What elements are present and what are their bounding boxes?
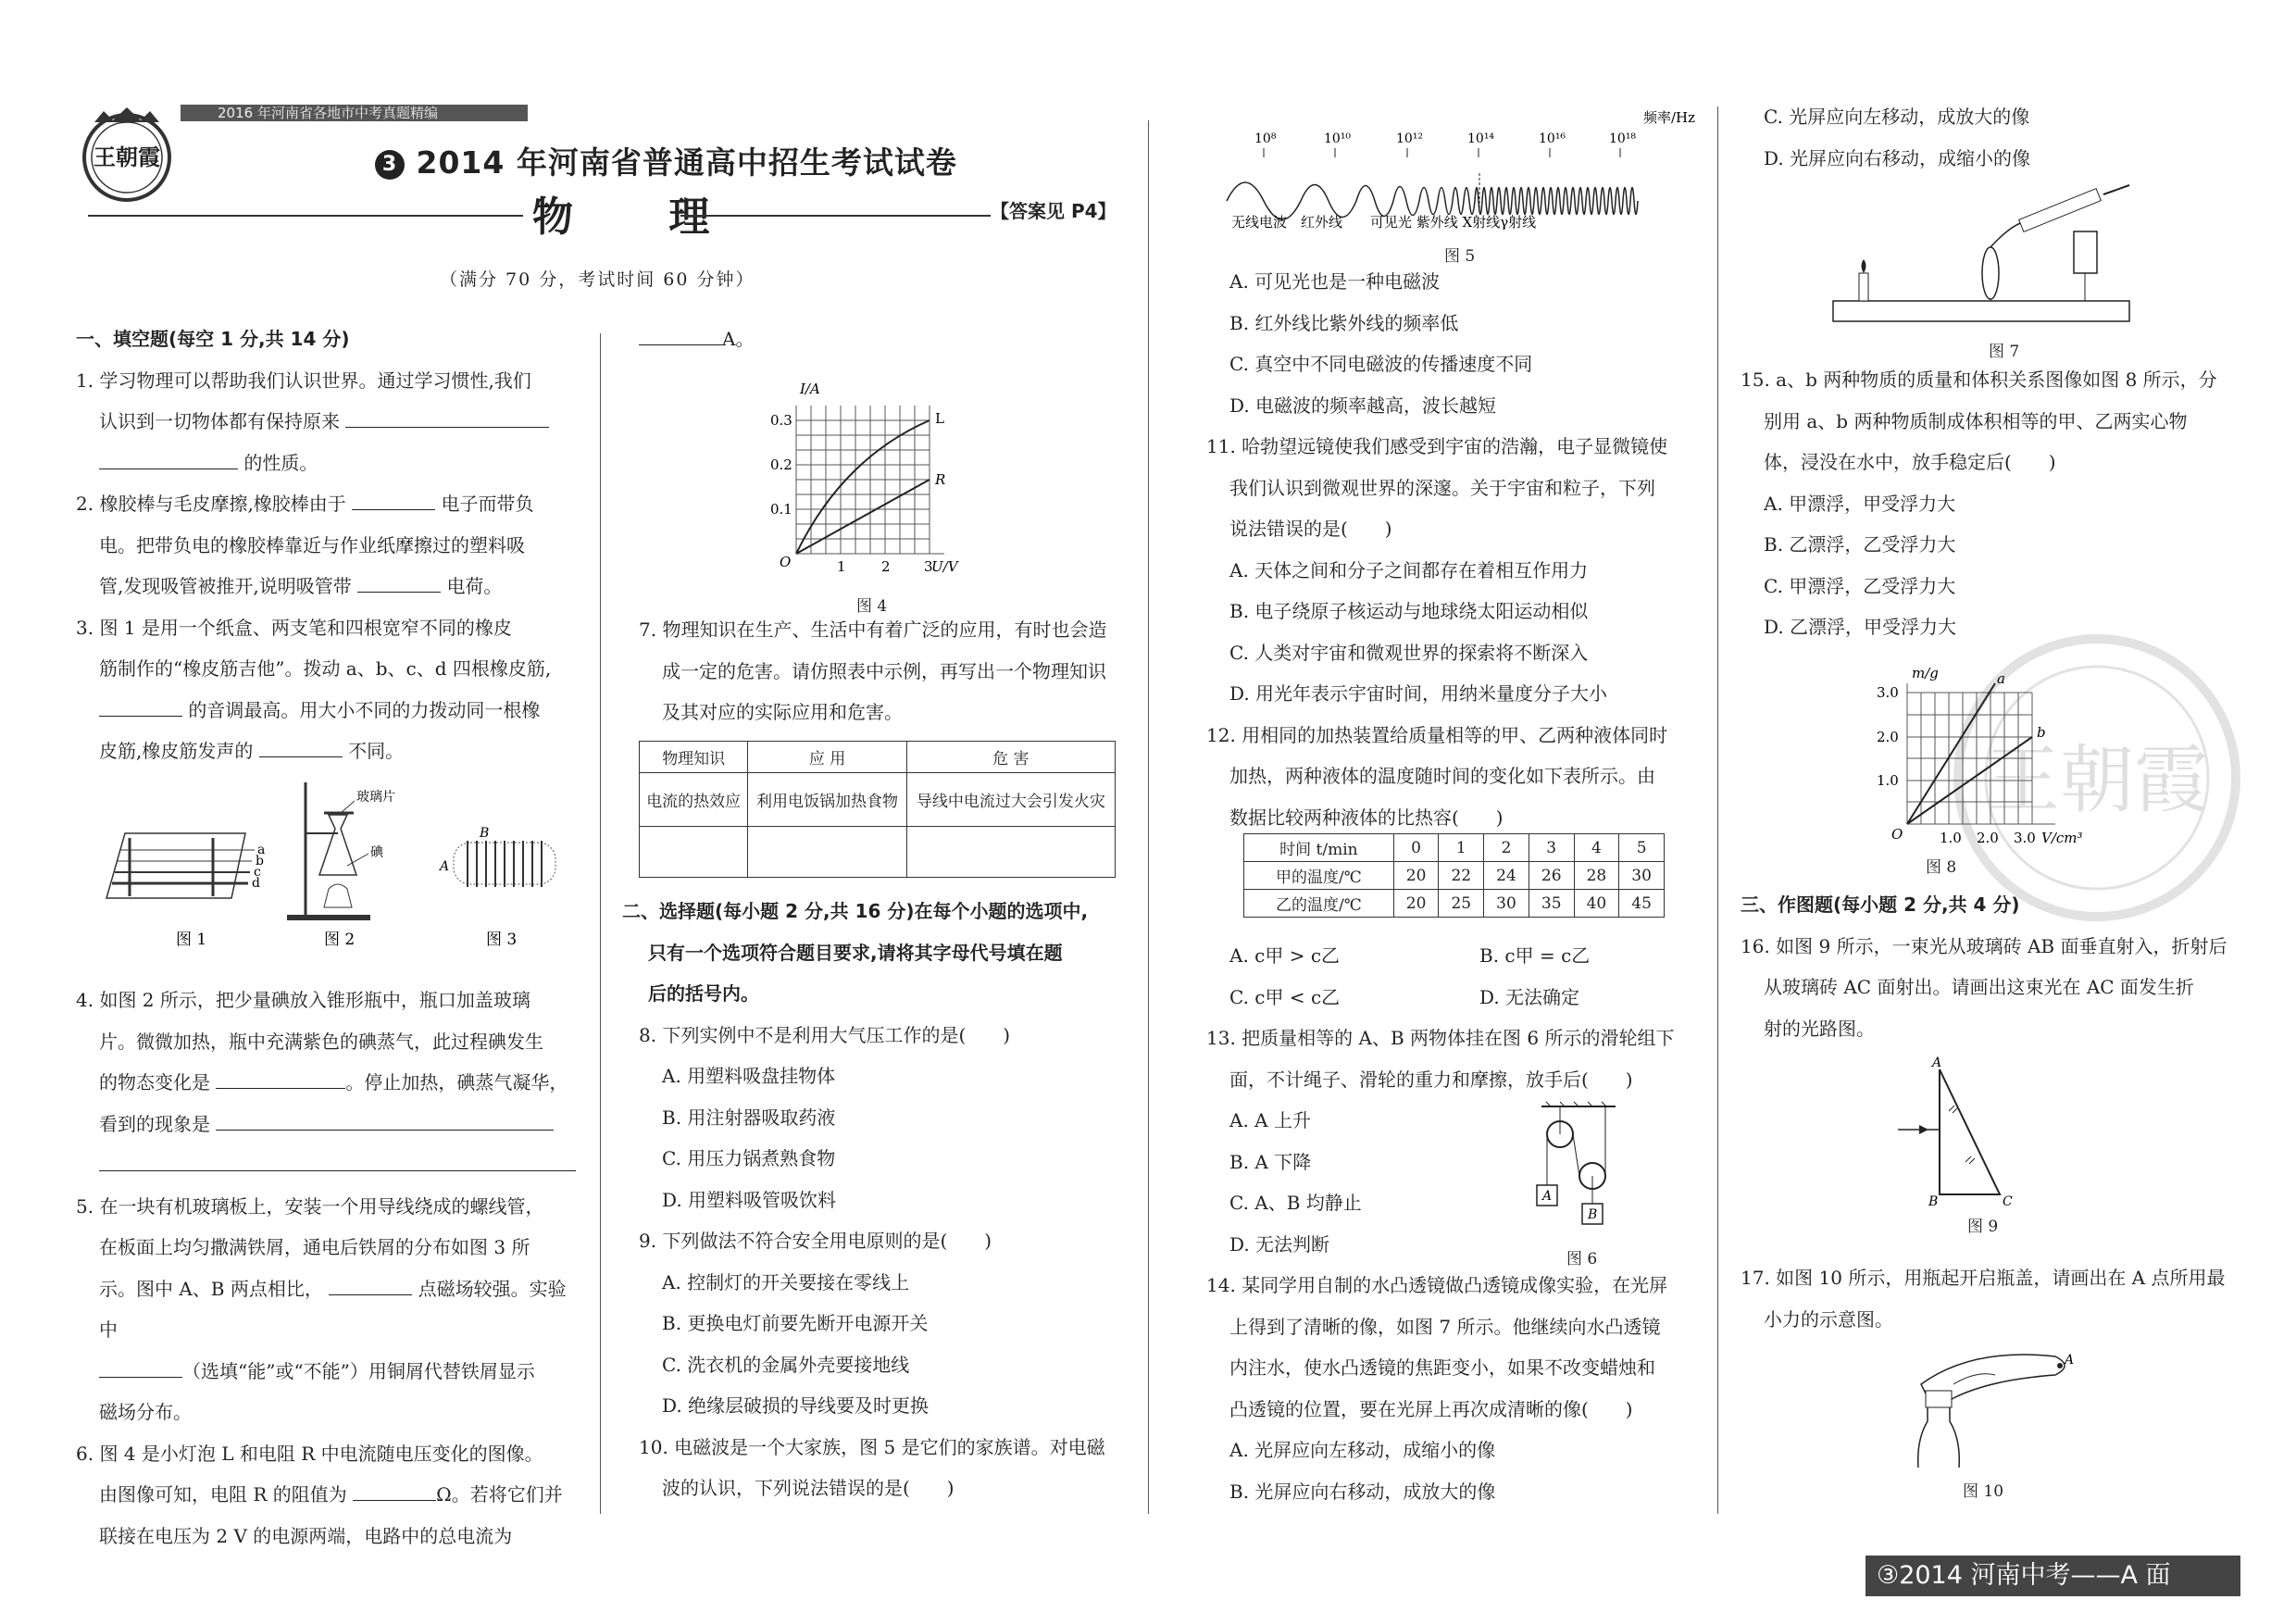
option-8d[interactable]: D. 用塑料吸管吸饮料: [662, 1188, 837, 1211]
option-9a[interactable]: A. 控制灯的开关要接在零线上: [662, 1270, 910, 1293]
fig3-caption: 图 3: [486, 931, 518, 949]
table-q12-cell: 24: [1484, 862, 1529, 890]
fig4-label-R: R: [935, 471, 946, 488]
question-1: 1. 学习物理可以帮助我们认识世界。通过学习惯性,我们 认识到一切物体都有保持原来 的性质。: [76, 360, 580, 484]
option-13c[interactable]: C. A、B 均静止: [1229, 1192, 1362, 1214]
table-q7-header: 物理知识: [640, 742, 748, 773]
fig1-label-b: b: [256, 854, 264, 868]
column-2-q7: [639, 609, 1129, 733]
fig8-xtick: 2.0: [1977, 830, 1999, 846]
answer-ref: 【答案见 P4】: [991, 200, 1117, 222]
table-q12-cell: 35: [1529, 890, 1574, 918]
fig8-origin: O: [1891, 826, 1903, 843]
question-15: 15. a、b 两种物质的质量和体积关系图像如图 8 所示，分 别用 a、b 两种物质制成体积相等的甲、乙两实心物 体，浸没在水中，放手稳定后( ): [1741, 369, 2217, 473]
logo-text: 王朝霞: [94, 144, 160, 170]
table-q12: [1243, 833, 1665, 918]
option-9d[interactable]: D. 绝缘层破损的导线要及时更换: [662, 1394, 930, 1417]
fig3-label-B: B: [480, 826, 490, 841]
fig4-ytick: 0.2: [770, 456, 792, 473]
fig1-rubber-band-guitar: [106, 833, 265, 898]
fig10-caption: 图 10: [1963, 1482, 2004, 1501]
fig1-label-d: d: [252, 876, 260, 891]
series-band: 2016 年河南省各地市中考真题精编: [181, 105, 528, 121]
fig4-ytick: 0.1: [770, 501, 792, 518]
figures-1-3: [93, 778, 574, 949]
table-q12-cell: 甲的温度/℃: [1244, 862, 1394, 890]
subject-rule-right: [680, 215, 991, 217]
option-14d[interactable]: D. 光屏应向右移动，成缩小的像: [1764, 146, 2031, 169]
fig5-tick: 10¹⁸: [1609, 131, 1637, 146]
option-14b[interactable]: B. 光屏应向右移动，成放大的像: [1229, 1480, 1496, 1503]
fig1-label-c: c: [254, 865, 261, 880]
question-7: 7. 物理知识在生产、生活中有着广泛的应用，有时也会造 成一定的危害。请仿照表中示例，再写出一个物理知识 及其对应的实际应用和危害。: [639, 619, 1107, 723]
fig8-xtick: 1.0: [1940, 830, 1962, 846]
question-17: 17. 如图 10 所示，用瓶起开启瓶盖，请画出在 A 点所用最 小力的示意图。: [1741, 1267, 2226, 1331]
question-3: 3. 图 1 是用一个纸盒、两支笔和四根宽窄不同的橡皮 筋制作的“橡皮筋吉他”。拨动 a、b、c、d 四根橡皮筋, 的音调最高。用大小不同的力拨动同一根橡 皮筋,橡皮筋发声的 不同。: [76, 616, 552, 762]
option-11a[interactable]: A. 天体之间和分子之间都存在着相互作用力: [1229, 558, 1589, 581]
table-q12-cell: 28: [1574, 862, 1619, 890]
fig4-iv-graph: [770, 375, 991, 588]
table-q7: [639, 741, 1116, 878]
answer-blank[interactable]: [329, 1276, 412, 1295]
option-15d[interactable]: D. 乙漂浮，甲受浮力大: [1764, 616, 1957, 638]
table-q12-cell: 0: [1393, 834, 1439, 862]
fig5-tick: 10¹²: [1396, 131, 1424, 146]
option-13a[interactable]: A. A 上升: [1229, 1109, 1311, 1131]
answer-blank[interactable]: [99, 1152, 576, 1171]
fig4-gridlines: [796, 406, 930, 554]
fig4-xtick: 2: [881, 558, 891, 575]
column-2: [639, 319, 1129, 360]
option-12c[interactable]: C. c甲 < c乙: [1229, 985, 1341, 1008]
table-q12-cell: 1: [1439, 834, 1484, 862]
question-4: 4. 如图 2 所示，把少量碘放入锥形瓶中，瓶口加盖玻璃 片。微微加热，瓶中充满紫色的碘蒸气，此过程碘发生 的物态变化是 。停止加热，碘蒸气凝华， 看到的现象是: [76, 980, 580, 1186]
fig8-ytick: 2.0: [1877, 729, 1899, 745]
fig4-label-L: L: [935, 410, 944, 427]
column-4-lower: [1741, 884, 2259, 1049]
table-q12-cell: 30: [1619, 862, 1665, 890]
option-13b[interactable]: B. A 下降: [1229, 1150, 1312, 1173]
watermark-text: 王朝霞: [1986, 737, 2208, 823]
fig4-caption: 图 4: [856, 597, 888, 616]
fig5-em-spectrum: [1222, 104, 1696, 243]
table-q12-cell: 26: [1529, 862, 1574, 890]
fig10-bottle-opener[interactable]: [1889, 1333, 2083, 1468]
question-11: 11. 哈勃望远镜使我们感受到宇宙的浩瀚，电子显微镜使 我们认识到微观世界的深邃。关于宇宙和粒子，下列 说法错误的是( ): [1206, 435, 1668, 540]
question-16: 16. 如图 9 所示，一束光从玻璃砖 AB 面垂直射入，折射后 从玻璃砖 AC 面射出。请画出这束光在 AC 面发生折 射的光路图。: [1741, 934, 2227, 1040]
section-3-heading: 三、作图题(每小题 2 分,共 4 分): [1741, 893, 2020, 916]
fig8-ytick: 1.0: [1877, 772, 1899, 789]
fig8-ytick: 3.0: [1877, 684, 1899, 701]
subject-title: 物 理: [532, 194, 751, 241]
subject-rule-left: [88, 215, 523, 217]
fig9-glass-prism[interactable]: [1893, 1056, 2041, 1208]
fig2-label-glass: 玻璃片: [356, 790, 395, 805]
table-q12-cell: 3: [1529, 834, 1574, 862]
exam-title: [375, 139, 957, 182]
fig5-tick: 10¹⁶: [1539, 131, 1566, 146]
column-divider-3: [1717, 106, 1718, 1514]
option-13d[interactable]: D. 无法判断: [1229, 1232, 1330, 1256]
fig8-label-b: b: [2037, 724, 2046, 741]
fig8-caption: 图 8: [1926, 858, 1957, 877]
options-12-row-2: [1190, 977, 1703, 1018]
table-q12-cell: 20: [1393, 890, 1439, 918]
answer-blank[interactable]: [345, 408, 549, 428]
option-14c[interactable]: C. 光屏应向左移动，成放大的像: [1764, 106, 2030, 128]
fig4-origin: O: [780, 554, 792, 570]
fig1-label-a: a: [257, 843, 266, 857]
table-q12-cell: 时间 t/min: [1244, 834, 1394, 862]
question-5: 5. 在一块有机玻璃板上，安装一个用导线绕成的螺线管， 在板面上均匀撒满铁屑，通电后铁屑的分布如图 3 所 示。图中 A、B 两点相比， 点磁场较强。实验中 （选填“能”或“不能”）用铜屑代替铁屑显示 磁场分布。: [76, 1194, 567, 1423]
table-q7-cell: 电流的热效应: [640, 773, 748, 827]
option-8a[interactable]: A. 用塑料吸盘挂物体: [662, 1065, 836, 1087]
exam-title-text: 2014 年河南省普通高中招生考试试卷: [416, 144, 957, 181]
answer-blank[interactable]: [99, 697, 182, 717]
question-12: 12. 用相同的加热装置给质量相等的甲、乙两种液体同时 加热，两种液体的温度随时间的变化如下表所示。由 数据比较两种液体的比热容( ): [1206, 723, 1668, 829]
answer-blank[interactable]: [216, 1069, 345, 1089]
table-q7-header: 危 害: [906, 742, 1115, 773]
table-q7-answer-cell[interactable]: [748, 827, 906, 878]
fig6-label-B: B: [1588, 1207, 1598, 1222]
fig5-tick: 10⁸: [1254, 131, 1277, 146]
question-2: 2. 橡胶棒与毛皮摩擦,橡胶棒由于 电子而带负 电。把带负电的橡胶棒靠近与作业纸摩擦过的塑料吸 管,发现吸管被推开,说明吸管带 电荷。: [76, 493, 534, 597]
option-15c[interactable]: C. 甲漂浮，乙受浮力大: [1764, 574, 1956, 597]
fig6-pulley: [1518, 1102, 1648, 1241]
column-3: [1190, 261, 1703, 838]
table-q12-cell: 22: [1439, 862, 1484, 890]
option-11b[interactable]: B. 电子绕原子核运动与地球绕太阳运动相似: [1229, 600, 1589, 622]
fig6-label-A: A: [1542, 1189, 1553, 1204]
question-9: 9. 下列做法不符合安全用电原则的是( ): [639, 1230, 992, 1252]
question-6: 6. 图 4 是小灯泡 L 和电阻 R 中电流随电压变化的图像。 由图像可知，电阻 R 的阻值为 Ω。若将它们并 联接在电压为 2 V 的电源两端，电路中的总电流为: [76, 1442, 563, 1547]
table-q12-cell: 4: [1574, 834, 1619, 862]
fig8-line-a: [1907, 683, 1995, 824]
option-9c[interactable]: C. 洗衣机的金属外壳要接地线: [662, 1353, 910, 1376]
fig3-label-A: A: [440, 859, 450, 874]
exam-number-badge: 3: [375, 150, 405, 180]
options-12-row-1: [1190, 935, 1703, 977]
fig4-ytick: 0.3: [770, 412, 792, 429]
option-15a[interactable]: A. 甲漂浮，甲受浮力大: [1764, 492, 1956, 515]
fig1-caption: 图 1: [176, 931, 207, 949]
column-1-lower: [76, 980, 580, 1556]
fig9-label-C: C: [2003, 1194, 2013, 1209]
table-q7-header: 应 用: [748, 742, 906, 773]
question-13: 13. 把质量相等的 A、B 两物体挂在图 6 所示的滑轮组下 面，不计绳子、滑轮的重力和摩擦，放手后( ): [1206, 1027, 1675, 1091]
fig6-caption: 图 6: [1566, 1250, 1598, 1268]
column-4-q15: [1741, 359, 2259, 648]
option-14a[interactable]: A. 光屏应向左移动，成缩小的像: [1229, 1439, 1496, 1461]
table-q7-answer-cell[interactable]: [906, 827, 1115, 878]
fig7-lens-bench: [1815, 181, 2148, 333]
fig10-label-A: A: [2065, 1353, 2075, 1368]
answer-blank[interactable]: [357, 573, 441, 593]
option-9b[interactable]: B. 更换电灯前要先断开电源开关: [662, 1312, 929, 1334]
column-1: [76, 319, 580, 772]
fig4-xtick: 1: [837, 558, 846, 575]
answer-blank[interactable]: [99, 450, 238, 469]
table-q12-cell: 乙的温度/℃: [1244, 890, 1394, 918]
fig5-caption: 图 5: [1444, 247, 1476, 266]
answer-blank[interactable]: [352, 491, 435, 510]
fig5-unit: 频率/Hz: [1643, 109, 1696, 126]
fig4-xtick: 3: [924, 558, 933, 575]
option-8b[interactable]: B. 用注射器吸取药液: [662, 1106, 836, 1129]
option-10a[interactable]: A. 可见光也是一种电磁波: [1229, 270, 1441, 293]
question-14: 14. 某同学用自制的水凸透镜做凸透镜成像实验，在光屏 上得到了清晰的像，如图 7 所示。他继续向水凸透镜 内注水，使水凸透镜的焦距变小，如果不改变蜡烛和 凸透镜的位置，要在光屏上再次成清晰的像( ): [1206, 1274, 1668, 1420]
fig2-iodine-heating: [287, 782, 395, 920]
option-11d[interactable]: D. 用光年表示宇宙时间，用纳米量度分子大小: [1229, 682, 1608, 705]
column-divider-1: [600, 333, 601, 1514]
option-12d[interactable]: D. 无法确定: [1479, 985, 1580, 1008]
table-q12-cell: 5: [1619, 834, 1665, 862]
option-10b[interactable]: B. 红外线比紫外线的频率低: [1229, 311, 1459, 334]
answer-blank[interactable]: [639, 326, 722, 345]
fig9-label-A: A: [1932, 1056, 1942, 1070]
fig8-xtick: 3.0: [2014, 830, 2036, 846]
fig5-band-labels: 无线电波 红外线 可见光 紫外线 X射线γ射线: [1231, 214, 1537, 231]
answer-blank[interactable]: [259, 738, 343, 757]
table-q7-cell: 利用电饭锅加热食物: [748, 773, 906, 827]
question-10: 10. 电磁波是一个大家族，图 5 是它们的家族谱。对电磁 波的认识，下列说法错误的是( ): [639, 1435, 1105, 1499]
option-10c[interactable]: C. 真空中不同电磁波的传播速度不同: [1229, 353, 1533, 375]
answer-blank[interactable]: [216, 1111, 554, 1131]
brand-logo: [76, 104, 178, 206]
section-1-heading: 一、填空题(每空 1 分,共 14 分): [76, 328, 350, 350]
table-q12-cell: 30: [1484, 890, 1529, 918]
question-6-tail: A。: [639, 319, 1129, 360]
fig4-xlabel: U/V: [931, 558, 958, 575]
exam-note: （满分 70 分，考试时间 60 分钟）: [440, 269, 755, 290]
section-2-heading: 二、选择题(每小题 2 分,共 16 分)在每个小题的选项中, 只有一个选项符合题目要求,请将其字母代号填在题 后的括号内。: [622, 900, 1089, 1005]
table-q12-cell: 20: [1393, 862, 1439, 890]
fig8-gridlines: [1907, 693, 2032, 824]
fig8-xlabel: V/cm³: [2041, 830, 2083, 846]
fig4-ylabel: I/A: [800, 381, 820, 397]
option-11c[interactable]: C. 人类对宇宙和微观世界的探索将不断深入: [1229, 641, 1589, 664]
table-q12-cell: 45: [1619, 890, 1665, 918]
fig5-tick: 10¹⁰: [1324, 131, 1352, 146]
fig8-ylabel: m/g: [1912, 665, 1939, 681]
table-q7-answer-cell[interactable]: [640, 827, 748, 878]
column-4: [1741, 96, 2259, 179]
table-q12-cell: 2: [1484, 834, 1529, 862]
option-12a[interactable]: A. c甲 > c乙: [1229, 944, 1341, 967]
fig4-curve-L: [796, 420, 930, 554]
table-q12-cell: 40: [1574, 890, 1619, 918]
column-divider-2: [1148, 120, 1149, 1514]
page-footer: ③2014 河南中考——A 面: [1866, 1556, 2240, 1596]
answer-blank[interactable]: [99, 1358, 182, 1378]
fig2-label-iodine: 碘: [370, 845, 383, 860]
fig3-solenoid-filings: [438, 826, 555, 887]
table-q7-cell: 导线中电流过大会引发火灾: [906, 773, 1115, 827]
fig7-caption: 图 7: [1989, 343, 2020, 361]
column-2-lower: [622, 891, 1136, 1509]
fig2-caption: 图 2: [324, 931, 356, 949]
fig8-label-a: a: [1997, 670, 2005, 687]
table-q12-cell: 25: [1439, 890, 1484, 918]
column-4-q17: [1741, 1257, 2259, 1340]
fig5-tick: 10¹⁴: [1467, 131, 1495, 146]
option-8c[interactable]: C. 用压力锅煮熟食物: [662, 1147, 836, 1169]
option-15b[interactable]: B. 乙漂浮，乙受浮力大: [1764, 533, 1956, 556]
fig9-label-B: B: [1928, 1194, 1939, 1209]
option-12b[interactable]: B. c甲 = c乙: [1479, 944, 1591, 967]
fig8-mass-volume-graph: [1866, 665, 2097, 850]
question-8: 8. 下列实例中不是利用大气压工作的是( ): [639, 1023, 1011, 1046]
fig9-caption: 图 9: [1967, 1218, 1999, 1236]
answer-blank[interactable]: [353, 1481, 436, 1501]
option-10d[interactable]: D. 电磁波的频率越高，波长越短: [1229, 394, 1497, 417]
